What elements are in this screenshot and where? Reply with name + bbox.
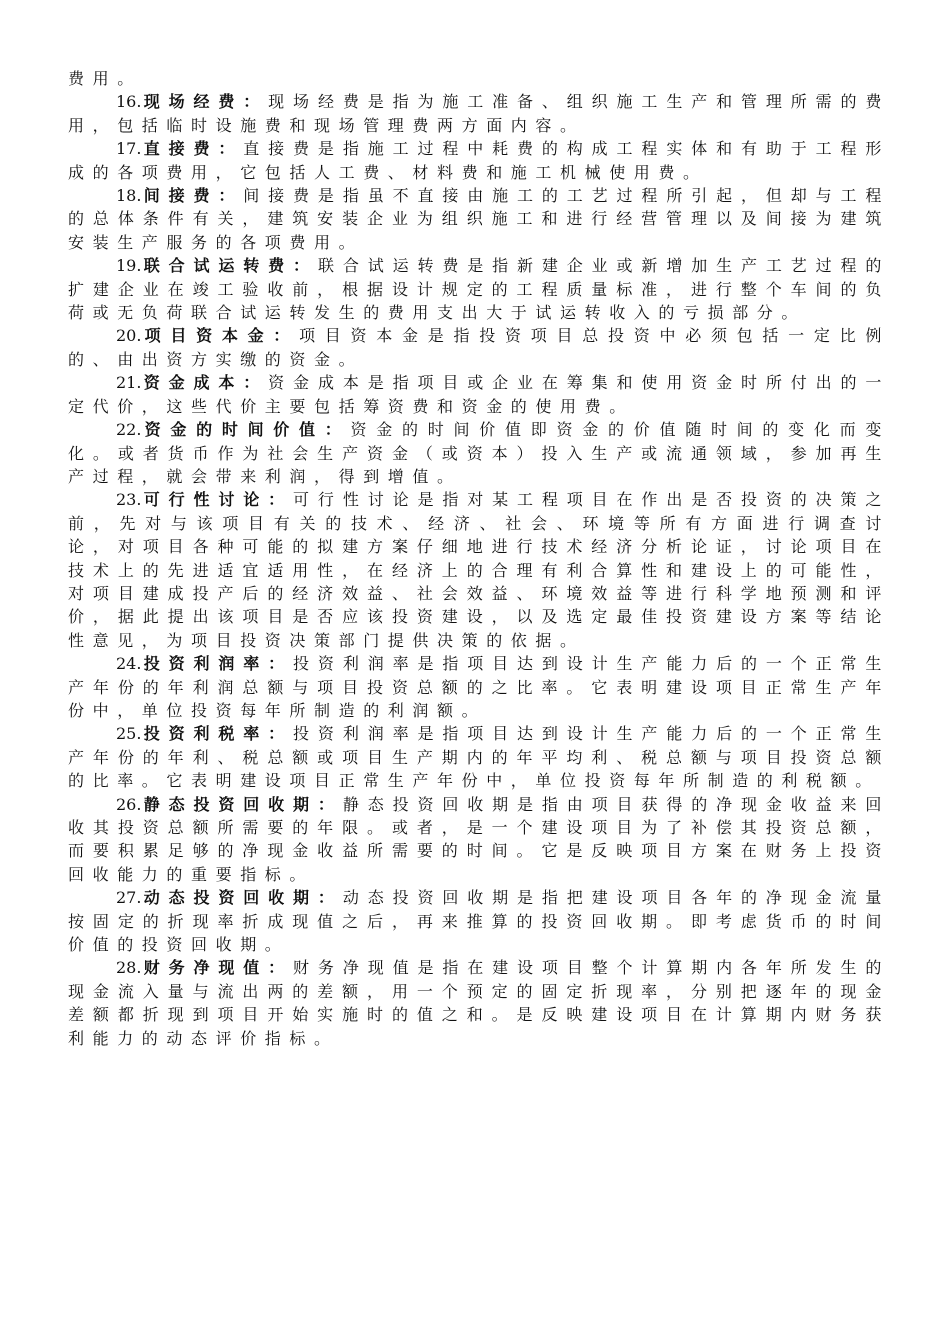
entry-number: 25. <box>116 724 142 744</box>
entry-number: 27. <box>116 888 142 908</box>
entry-20 <box>68 324 890 371</box>
entry-number: 17. <box>116 139 142 159</box>
entry-23 <box>68 488 890 652</box>
document-page <box>68 67 890 1050</box>
entry-number: 16. <box>116 92 142 112</box>
entry-body: 可行性讨论是指对某工程项目在作出是否投资的决策之前，先对与该项目有关的技术、经济、社会、环境等所有方面进行调查讨论，对项目各种可能的拟建方案仔细地进行技术经济分析论证，讨论项目在技术上的先进适宜适用性，在经济上的合理有利合算性和建设上的可能性，对项目建成投产后的经济效益、社会效益、环境效益等进行科学地预测和评价，据此提出该项目是否应该投资建设，以及选定最佳投资建设方案等结论性意见，为项目投资决策部门提供决策的依据。 <box>68 490 890 650</box>
entry-number: 20. <box>116 326 142 346</box>
entry-number: 22. <box>116 420 142 440</box>
entry-19 <box>68 254 890 324</box>
entry-term: 财务净现值： <box>143 958 294 978</box>
entry-number: 23. <box>116 490 142 510</box>
entry-term: 投资利润率： <box>143 654 294 674</box>
entry-body: 直接费是指施工过程中耗费的构成工程实体和有助于工程形成的各项费用，它包括人工费、材料费和施工机械使用费。 <box>68 139 890 182</box>
entry-term: 可行性讨论： <box>143 490 294 510</box>
entry-term: 项目资本金： <box>143 326 300 346</box>
entry-number: 18. <box>116 186 142 206</box>
entry-term: 间接费： <box>143 186 244 206</box>
entry-term: 资金成本： <box>143 373 269 393</box>
entry-body: 财务净现值是指在建设项目整个计算期内各年所发生的现金流入量与流出两的差额，用一个预定的固定折现率，分别把逐年的现金差额都折现到项目开始实施时的值之和。是反映建设项目在计算期内财务获利能力的动态评价指标。 <box>68 958 890 1048</box>
entry-number: 19. <box>116 256 142 276</box>
entry-body: 间接费是指虽不直接由施工的工艺过程所引起，但却与工程的总体条件有关，建筑安装企业为组织施工和进行经营管理以及间接为建筑安装生产服务的各项费用。 <box>68 186 890 252</box>
entry-body: 项目资本金是指投资项目总投资中必须包括一定比例的、由出资方实缴的资金。 <box>68 326 890 369</box>
entry-body: 投资利润率是指项目达到设计生产能力后的一个正常生产年份的年利润总额与项目投资总额的之比率。它表明建设项目正常生产年份中，单位投资每年所制造的利润额。 <box>68 654 890 720</box>
entry-number: 28. <box>116 958 142 978</box>
entry-term: 动态投资回收期： <box>143 888 343 908</box>
entry-term: 现场经费： <box>143 92 269 112</box>
entry-28 <box>68 956 890 1050</box>
entry-16 <box>68 90 890 137</box>
entry-21 <box>68 371 890 418</box>
entry-27 <box>68 886 890 956</box>
lead-fragment: 费用。 <box>68 69 142 88</box>
entry-body: 静态投资回收期是指由项目获得的净现金收益来回收其投资总额所需要的年限。或者，是一个建设项目为了补偿其投资总额，而要积累足够的净现金收益所需要的时间。它是反映项目方案在财务上投资回收能力的重要指标。 <box>68 794 891 884</box>
entry-22 <box>68 418 890 488</box>
entry-18 <box>68 184 890 254</box>
entry-body: 投资利润率是指项目达到设计生产能力后的一个正常生产年份的年利、税总额或项目生产期内的年平均利、税总额与项目投资总额的比率。它表明建设项目正常生产年份中，单位投资每年所制造的利税额。 <box>68 724 890 791</box>
entry-number: 24. <box>116 654 142 674</box>
entry-term: 资金的时间价值： <box>143 420 351 440</box>
entry-body: 资金的时间价值即资金的价值随时间的变化而变化。或者货币作为社会生产资金（或资本）投入生产或流通领域，参加再生产过程，就会带来利润，得到增值。 <box>68 420 890 486</box>
entry-number: 21. <box>116 373 142 393</box>
entry-term: 静态投资回收期： <box>143 794 343 814</box>
entry-17 <box>68 137 890 184</box>
entry-term: 投资利税率： <box>143 724 294 744</box>
entry-term: 直接费： <box>143 139 244 159</box>
entry-body: 动态投资回收期是指把建设项目各年的净现金流量按固定的折现率折成现值之后，再来推算的投资回收期。即考虑货币的时间价值的投资回收期。 <box>68 888 891 955</box>
entry-body: 联合试运转费是指新建企业或新增加生产工艺过程的扩建企业在竣工验收前，根据设计规定的工程质量标准，进行整个车间的负荷或无负荷联合试运转发生的费用支出大于试运转收入的亏损部分。 <box>68 256 890 323</box>
entry-body: 资金成本是指项目或企业在筹集和使用资金时所付出的一定代价，这些代价主要包括筹资费和资金的使用费。 <box>68 373 890 416</box>
entry-26 <box>68 793 890 887</box>
entry-25 <box>68 722 890 792</box>
entry-term: 联合试运转费： <box>143 256 318 276</box>
entry-body: 现场经费是指为施工准备、组织施工生产和管理所需的费用，包括临时设施费和现场管理费两方面内容。 <box>68 92 890 135</box>
entry-24 <box>68 652 890 722</box>
entry-number: 26. <box>116 794 142 814</box>
